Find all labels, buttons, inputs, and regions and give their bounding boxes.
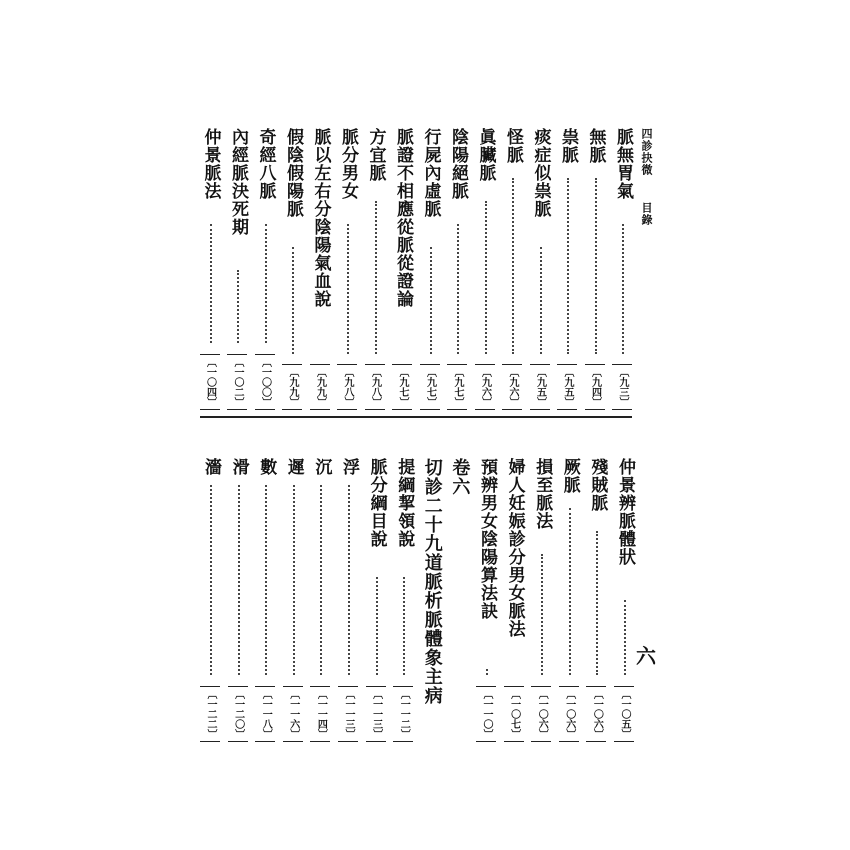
entry-title: 眞臟脈 — [475, 128, 496, 182]
entry-page-number: 〔九五〕 — [557, 364, 577, 410]
entry-title: 奇經八脈 — [255, 128, 276, 200]
entry-title: 方宜脈 — [365, 128, 386, 182]
entry-page-number: 〔一〇六〕 — [559, 686, 579, 742]
dot-leader — [403, 577, 405, 675]
dot-leader — [293, 485, 295, 675]
entry-page-number: 〔一一三〕 — [366, 686, 386, 742]
entry-title: 殘賊脈 — [587, 458, 608, 512]
toc-entry[interactable] — [200, 128, 222, 410]
dot-leader — [486, 669, 488, 675]
dot-leader — [485, 201, 487, 354]
entry-page-number: 〔九八〕 — [365, 364, 385, 410]
entry-page-number: 〔一二〇〕 — [228, 686, 248, 742]
dot-leader — [265, 224, 267, 343]
toc-entry[interactable] — [421, 458, 443, 742]
entry-page-number: 〔一〇二〕 — [227, 354, 247, 410]
toc-entry[interactable] — [228, 458, 250, 742]
dot-leader — [457, 224, 459, 354]
entry-title: 滑 — [228, 458, 249, 476]
toc-entry[interactable] — [504, 458, 526, 742]
toc-entry[interactable] — [612, 128, 634, 410]
entry-page-number: 〔九五〕 — [530, 364, 550, 410]
toc-entry[interactable] — [310, 128, 332, 410]
entry-page-number: 〔九三〕 — [612, 364, 632, 410]
dot-leader — [210, 485, 212, 675]
entry-page-number: 〔一〇六〕 — [586, 686, 606, 742]
entry-title: 損至脈法 — [532, 458, 553, 530]
entry-page-number: 〔一二二〕 — [200, 686, 220, 742]
entry-page-number: 〔九六〕 — [502, 364, 522, 410]
dot-leader — [624, 600, 626, 675]
entry-page-number: 〔九六〕 — [475, 364, 495, 410]
entry-page-number: 〔九七〕 — [392, 364, 412, 410]
dot-leader — [569, 508, 571, 675]
toc-entry[interactable] — [337, 128, 359, 410]
dot-leader — [320, 485, 322, 675]
entry-title: 遲 — [283, 458, 304, 476]
entry-title: 數 — [256, 458, 277, 476]
entry-page-number: 〔一一四〕 — [310, 686, 330, 742]
entry-page-number: 〔一〇〇〕 — [255, 354, 275, 410]
toc-entry[interactable] — [227, 128, 249, 410]
toc-entry[interactable] — [393, 458, 415, 742]
toc-entry[interactable] — [586, 458, 608, 742]
entry-title: 無脈 — [585, 128, 606, 164]
toc-entry[interactable] — [365, 128, 387, 410]
entry-title: 厥脈 — [559, 458, 580, 494]
dot-leader — [265, 485, 267, 675]
entry-title: 脈分男女 — [338, 128, 358, 200]
dot-leader — [512, 178, 514, 354]
entry-page-number: 〔一〇七〕 — [504, 686, 524, 742]
entry-page-number: 〔一一六〕 — [283, 686, 303, 742]
entry-page-number: 〔九八〕 — [337, 364, 357, 410]
entry-title: 婦人妊娠診分男女脈法 — [504, 458, 525, 638]
entry-page-number: 〔一〇六〕 — [531, 686, 551, 742]
entry-title: 提綱挈領說 — [394, 458, 415, 548]
entry-title: 脈以左右分陰陽氣血說 — [310, 128, 331, 308]
entry-title: 祟脈 — [558, 128, 578, 164]
dot-leader — [237, 270, 239, 343]
entry-page-number: 〔九九〕 — [282, 364, 302, 410]
entry-page-number: 〔九四〕 — [585, 364, 605, 410]
toc-entry[interactable] — [557, 128, 579, 410]
toc-entry[interactable] — [366, 458, 388, 742]
toc-entry[interactable] — [392, 128, 414, 410]
toc-entry[interactable] — [255, 458, 277, 742]
dot-leader — [541, 554, 543, 675]
entry-title: 行屍內虛脈 — [420, 128, 441, 218]
toc-entry[interactable] — [475, 128, 497, 410]
entry-page-number: 〔九七〕 — [447, 364, 467, 410]
toc-entry[interactable] — [585, 128, 607, 410]
dot-leader — [375, 201, 377, 354]
dot-leader — [596, 531, 598, 675]
toc-entry[interactable] — [255, 128, 277, 410]
dot-leader — [210, 224, 212, 343]
entry-page-number: 〔一一八〕 — [255, 686, 275, 742]
entry-title: 卷六 — [449, 458, 471, 496]
entry-title: 假陰假陽脈 — [283, 128, 303, 218]
dot-leader — [567, 178, 569, 354]
entry-page-number: 〔一一二〕 — [393, 686, 413, 742]
entry-title: 切診二十九道脈析脈體象主病 — [421, 458, 443, 705]
toc-entry[interactable] — [310, 458, 332, 742]
toc-entry[interactable] — [476, 458, 498, 742]
section-divider — [200, 416, 632, 418]
entry-page-number: 〔一〇四〕 — [200, 354, 220, 410]
entry-page-number: 〔一〇五〕 — [614, 686, 634, 742]
entry-title: 仲景脈法 — [200, 128, 221, 200]
toc-entry[interactable] — [530, 128, 552, 410]
entry-title: 脈證不相應從脈從證論 — [393, 128, 413, 308]
dot-leader — [540, 247, 542, 354]
entry-title: 陰陽絕脈 — [448, 128, 468, 200]
entry-title: 浮 — [339, 458, 359, 476]
entry-page-number: 〔一一三〕 — [338, 686, 358, 742]
toc-entry[interactable] — [420, 128, 442, 410]
toc-entry[interactable] — [614, 458, 636, 742]
toc-entry[interactable] — [200, 458, 222, 742]
toc-entry[interactable] — [283, 458, 305, 742]
page-number: 六 — [636, 644, 656, 668]
entry-title: 沉 — [311, 458, 332, 476]
entry-page-number: 〔九九〕 — [310, 364, 330, 410]
dot-leader — [376, 577, 378, 675]
dot-leader — [238, 485, 240, 675]
toc-entry[interactable] — [502, 128, 524, 410]
entry-page-number: 〔一一〇〕 — [476, 686, 496, 742]
entry-title: 怪脈 — [503, 128, 523, 164]
toc-entry[interactable] — [448, 458, 470, 742]
entry-title: 仲景辨脈體狀 — [615, 458, 635, 566]
toc-entry[interactable] — [531, 458, 553, 742]
entry-title: 痰症似祟脈 — [530, 128, 551, 218]
dot-leader — [622, 224, 624, 354]
entry-title: 脈無胃氣 — [613, 128, 633, 200]
toc-entry[interactable] — [559, 458, 581, 742]
entry-title: 脈分綱目說 — [366, 458, 387, 548]
toc-entry[interactable] — [447, 128, 469, 410]
dot-leader — [595, 178, 597, 354]
book-title: 四診抉微 — [640, 128, 653, 176]
dot-leader — [347, 224, 349, 354]
entry-page-number: 〔九七〕 — [420, 364, 440, 410]
dot-leader — [348, 485, 350, 675]
dot-leader — [430, 247, 432, 354]
dot-leader — [292, 247, 294, 354]
entry-title: 預辨男女陰陽算法訣 — [477, 458, 497, 620]
entry-title: 濇 — [201, 458, 221, 476]
toc-entry[interactable] — [338, 458, 360, 742]
section-label: 目錄 — [640, 202, 653, 226]
toc-entry[interactable] — [282, 128, 304, 410]
entry-title: 內經脈決死期 — [228, 128, 248, 236]
